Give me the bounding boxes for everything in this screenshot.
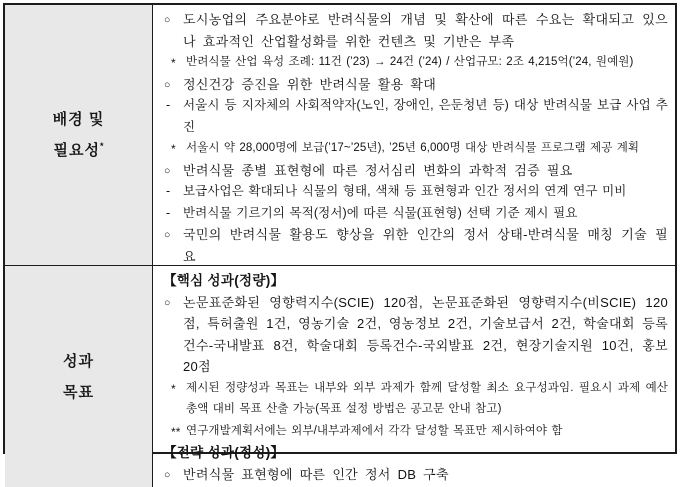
row-header-background-necessity xyxy=(5,5,153,265)
header-footnote-mark: * xyxy=(99,141,104,151)
bullet-marker: * xyxy=(171,142,176,156)
bullet-marker: ○ xyxy=(164,468,171,481)
table-row-background-necessity xyxy=(5,5,675,265)
bullet-marker: - xyxy=(166,98,171,112)
list-item xyxy=(162,9,668,52)
row-header-line: 목표 xyxy=(63,383,94,401)
item-text: 국민의 반려식물 활용도 향상을 위한 인간의 정서 상태-반려식물 매칭 기술 필요 xyxy=(183,227,668,264)
item-text: 논문표준화된 영향력지수(SCIE) 120점, 논문표준화된 영향력지수(비SCIE) 120점, 특허출원 1건, 영농기술 2건, 영농정보 2건, 기술보급서 2건, 학술대회 등록건수-국내발표 8건, 학술대회 등록건수-국외발표 2건, 현장기술지원 10건, 홍보 20점 xyxy=(183,294,668,374)
list-item xyxy=(162,95,668,138)
item-text: 연구개발계획서에는 외부/내부과제에서 각각 달성할 목표만 제시하여야 함 xyxy=(186,424,563,437)
row-header-line: 배경 및 xyxy=(52,111,105,128)
bullet-marker: - xyxy=(166,184,171,198)
bullet-marker: ○ xyxy=(164,229,171,241)
list-item xyxy=(162,224,668,265)
list-item xyxy=(162,52,668,74)
item-text: 반려식물 표현형에 따른 인간 정서 DB 구축 xyxy=(183,466,449,482)
bullet-marker: - xyxy=(166,205,171,220)
list-item xyxy=(162,421,668,443)
list-item xyxy=(162,138,668,160)
table-row-performance-goals xyxy=(5,265,675,487)
item-text: 【핵심 성과(정량)】 xyxy=(163,273,285,288)
item-text: 서울시 약 28,000명에 보급(’17~’25년), ’25년 6,000명 대상 반려식물 프로그램 제공 계획 xyxy=(186,142,640,154)
bullet-marker: ○ xyxy=(164,164,171,177)
item-text: 제시된 정량성과 목표는 내부와 외부 과제가 함께 달성할 최소 요구성과임. 필요시 과제 예산 총액 대비 목표 산출 가능(목표 설정 방법은 공고문 안내 참고) xyxy=(186,381,668,415)
bullet-marker: ○ xyxy=(164,14,171,26)
list-item xyxy=(162,160,668,182)
bullet-marker: * xyxy=(171,56,176,70)
list-item xyxy=(162,74,668,96)
row-content-performance-goals xyxy=(153,266,675,487)
row-header-line: 필요성* xyxy=(53,141,104,159)
item-text: 반려식물 종별 표현형에 따른 정서심리 변화의 과학적 검증 필요 xyxy=(183,162,573,178)
list-item xyxy=(162,378,668,421)
bullet-marker: ○ xyxy=(164,78,171,91)
item-text: 서울시 등 지자체의 사회적약자(노인, 장애인, 은둔청년 등) 대상 반려식물 보급 사업 추진 xyxy=(183,98,668,134)
row-content-background-necessity xyxy=(153,5,675,265)
item-text: 반려식물 산업 육성 조례: 11건 (’23) → 24건 (’24) / 산업규모: 2조 4,215억(’24, 원예원) xyxy=(186,56,634,68)
bullet-marker: * xyxy=(171,381,176,396)
list-item xyxy=(162,464,668,486)
item-text: 반려식물 기르기의 목적(정서)에 따른 식물(표현형) 선택 기준 제시 필요 xyxy=(183,205,578,220)
document-table xyxy=(3,3,677,482)
section-heading xyxy=(162,270,668,292)
item-text: 정신건강 증진을 위한 반려식물 활용 확대 xyxy=(183,76,437,92)
item-text: 보급사업은 확대되나 식물의 형태, 색채 등 표현형과 인간 정서의 연계 연구 미비 xyxy=(183,184,627,198)
row-header-performance-goals xyxy=(5,266,153,487)
item-text: 도시농업의 주요분야로 반려식물의 개념 및 확산에 따른 수요는 확대되고 있으나 효과적인 산업활성화를 위한 컨텐츠 및 기반은 부족 xyxy=(183,12,668,49)
bullet-marker: ** xyxy=(171,424,181,439)
list-item xyxy=(162,181,668,203)
item-text: 【전략 성과(정성)】 xyxy=(163,445,285,460)
section-heading xyxy=(162,442,668,464)
row-header-line: 성과 xyxy=(63,352,94,370)
list-item xyxy=(162,203,668,225)
list-item xyxy=(162,292,668,378)
bullet-marker: ○ xyxy=(164,296,171,309)
